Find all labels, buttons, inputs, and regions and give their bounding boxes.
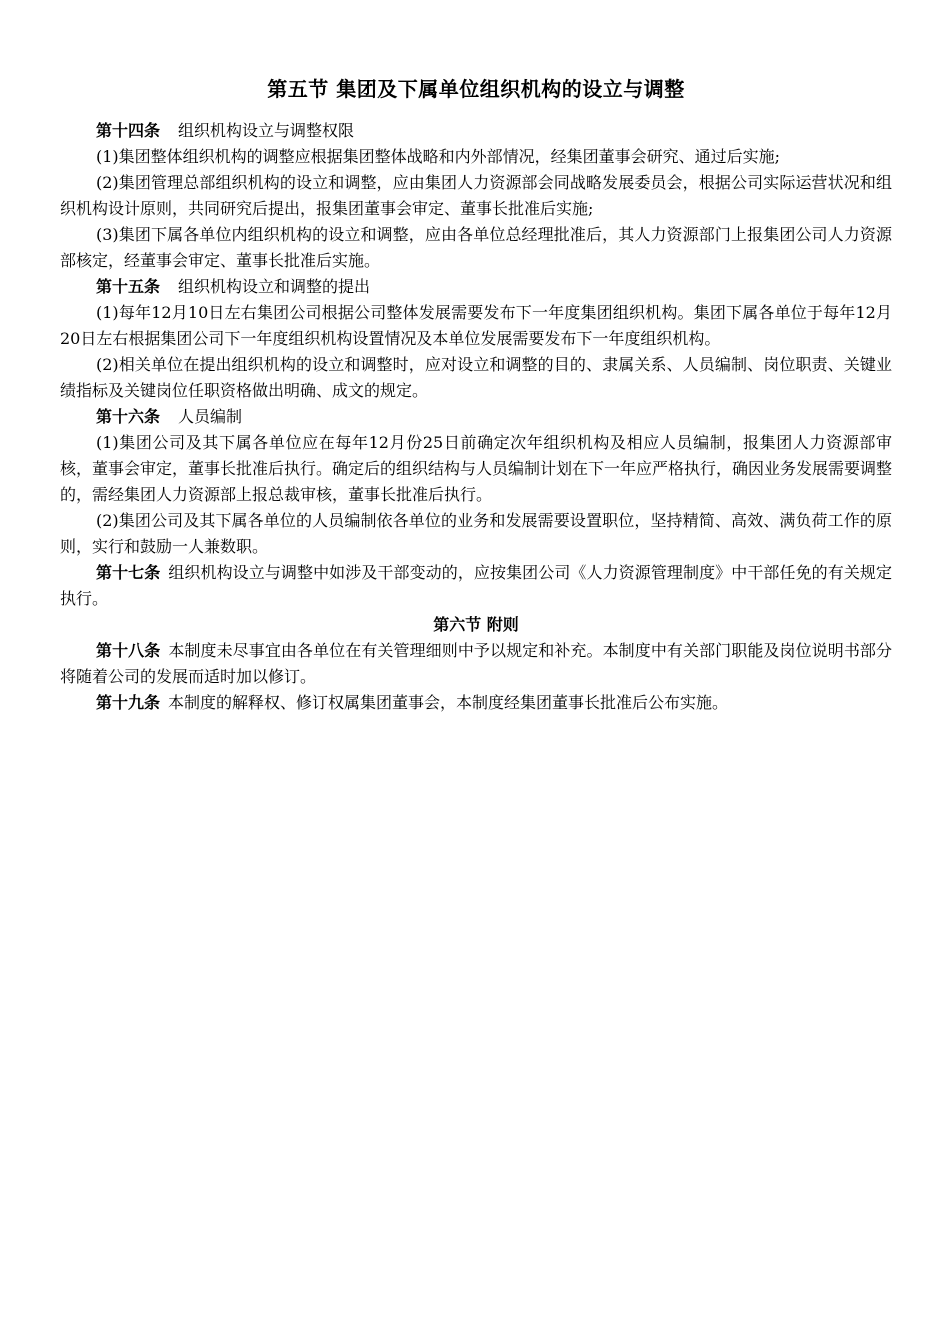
article-14-heading bbox=[60, 118, 892, 144]
article-15-number: 第十五条 bbox=[96, 277, 161, 296]
article-18-number: 第十八条 bbox=[96, 641, 161, 660]
section-5-title: 第五节 集团及下属单位组织机构的设立与调整 bbox=[267, 77, 685, 101]
article-15-title: 组织机构设立和调整的提出 bbox=[178, 277, 371, 296]
article-18 bbox=[60, 638, 892, 690]
article-14-item-1: (1)集团整体组织机构的调整应根据集团整体战略和内外部情况，经集团董事会研究、通过后实施; bbox=[96, 147, 781, 166]
article-19-number: 第十九条 bbox=[96, 693, 161, 712]
article-17 bbox=[60, 560, 892, 612]
section-6-title: 第六节 附则 bbox=[433, 615, 519, 634]
article-15-item-2: (2)相关单位在提出组织机构的设立和调整时，应对设立和调整的目的、隶属关系、人员编制、岗位职责、关键业绩指标及关键岗位任职资格做出明确、成文的规定。 bbox=[60, 355, 892, 400]
article-16-item-1: (1)集团公司及其下属各单位应在每年12月份25日前确定次年组织机构及相应人员编制，报集团人力资源部审核，董事会审定，董事长批准后执行。确定后的组织结构与人员编制计划在下一年应严格执行，确因业务发展需要调整的，需经集团人力资源部上报总裁审核，董事长批准后执行。 bbox=[60, 433, 893, 504]
article-14-number: 第十四条 bbox=[96, 121, 161, 140]
document-page bbox=[60, 74, 892, 716]
article-16-heading bbox=[60, 404, 892, 430]
article-16-item-2: (2)集团公司及其下属各单位的人员编制依各单位的业务和发展需要设置职位，坚持精简、高效、满负荷工作的原则，实行和鼓励一人兼数职。 bbox=[60, 511, 892, 556]
article-19-body: 本制度的解释权、修订权属集团董事会，本制度经集团董事长批准后公布实施。 bbox=[168, 693, 729, 712]
article-16-number: 第十六条 bbox=[96, 407, 161, 426]
article-17-number: 第十七条 bbox=[96, 563, 161, 582]
article-14-item-3: (3)集团下属各单位内组织机构的设立和调整，应由各单位总经理批准后，其人力资源部门上报集团公司人力资源部核定，经董事会审定、董事长批准后实施。 bbox=[60, 225, 892, 270]
article-14-title: 组织机构设立与调整权限 bbox=[178, 121, 355, 140]
article-19 bbox=[60, 690, 892, 716]
article-17-body: 组织机构设立与调整中如涉及干部变动的，应按集团公司《人力资源管理制度》中干部任免的有关规定执行。 bbox=[60, 563, 892, 608]
article-15-item-1: (1)每年12月10日左右集团公司根据公司整体发展需要发布下一年度集团组织机构。集团下属各单位于每年12月20日左右根据集团公司下一年度组织机构设置情况及本单位发展需要发布下一年度组织机构。 bbox=[60, 303, 892, 348]
article-14-item-2: (2)集团管理总部组织机构的设立和调整，应由集团人力资源部会同战略发展委员会，根据公司实际运营状况和组织机构设计原则，共同研究后提出，报集团董事会审定、董事长批准后实施; bbox=[60, 173, 892, 218]
article-18-body: 本制度未尽事宜由各单位在有关管理细则中予以规定和补充。本制度中有关部门职能及岗位说明书部分将随着公司的发展而适时加以修订。 bbox=[60, 641, 892, 686]
article-16-title: 人员编制 bbox=[178, 407, 243, 426]
article-15-heading bbox=[60, 274, 892, 300]
